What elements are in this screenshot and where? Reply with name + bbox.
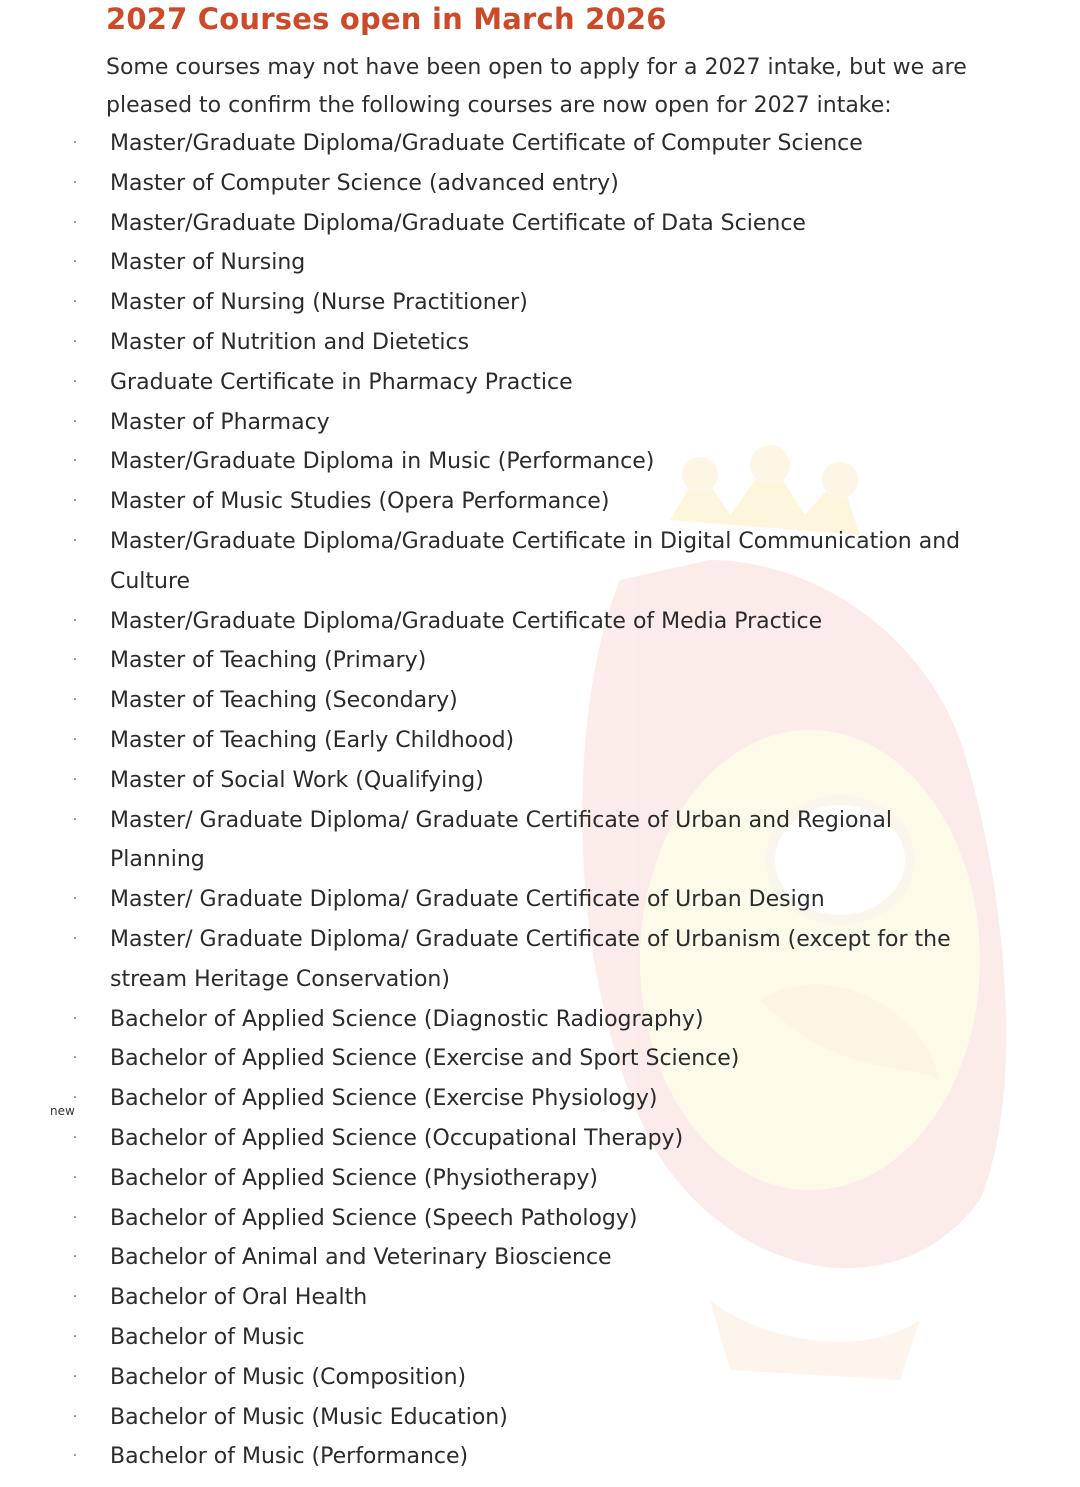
course-name: Master of Nursing (Nurse Practitioner) [110, 290, 528, 316]
bullet-icon: · [72, 1368, 78, 1385]
course-name: Bachelor of Applied Science (Physiotherapy) [110, 1165, 598, 1191]
bullet-icon: · [72, 1209, 78, 1226]
course-list-item [0, 1159, 1080, 1199]
bullet-icon: · [72, 811, 78, 828]
course-name: Master/ Graduate Diploma/ Graduate Certificate of Urban Design [110, 887, 825, 913]
bullet-icon: · [72, 652, 78, 669]
course-name: Master of Teaching (Early Childhood) [110, 727, 515, 753]
course-list-item [0, 522, 1080, 602]
course-name: Bachelor of Applied Science (Speech Pathology) [110, 1205, 638, 1231]
course-name: Master of Pharmacy [110, 409, 330, 435]
course-list-item [0, 681, 1080, 721]
course-name: Master/Graduate Diploma/Graduate Certificate in Digital Communication and Culture [110, 528, 961, 594]
course-list-item [0, 1039, 1080, 1079]
page-title: 2027 Courses open in March 2026 [106, 2, 667, 36]
course-name: Master of Nursing [110, 250, 306, 276]
bullet-icon: · [72, 1448, 78, 1465]
course-name: Master/Graduate Diploma in Music (Performance) [110, 449, 655, 475]
course-name: Bachelor of Music (Performance) [110, 1444, 469, 1470]
course-name: Master of Music Studies (Opera Performance) [110, 489, 610, 515]
course-name: Bachelor of Applied Science (Exercise Physiology) [110, 1086, 658, 1112]
course-list-item [0, 1318, 1080, 1358]
course-list-item [0, 124, 1080, 164]
bullet-icon: · [72, 692, 78, 709]
bullet-icon: · [72, 1010, 78, 1027]
bullet-icon: · [72, 1328, 78, 1345]
course-name: Master of Teaching (Secondary) [110, 688, 458, 714]
intro-paragraph: Some courses may not have been open to apply for a 2027 intake, but we are pleased to confirm the following courses are now open for 2027 intake: [106, 55, 967, 118]
bullet-icon: · [72, 1050, 78, 1067]
bullet-icon: · [72, 731, 78, 748]
bullet-icon: · [72, 373, 78, 390]
course-list-item [0, 482, 1080, 522]
course-list-item [0, 1000, 1080, 1040]
course-list-item [0, 641, 1080, 681]
course-list-item [0, 880, 1080, 920]
course-list-item [0, 1278, 1080, 1318]
course-list-item [0, 1398, 1080, 1438]
bullet-icon: · [72, 493, 78, 510]
course-name: Master of Computer Science (advanced entry) [110, 170, 619, 196]
course-list [0, 124, 1080, 1477]
course-list-item [0, 323, 1080, 363]
course-name: Master/Graduate Diploma/Graduate Certificate of Data Science [110, 210, 806, 236]
course-list-item [0, 1437, 1080, 1477]
bullet-icon: · [72, 453, 78, 470]
bullet-icon: · [72, 1249, 78, 1266]
course-list-item [0, 164, 1080, 204]
course-list-item [0, 761, 1080, 801]
bullet-icon: · [72, 1289, 78, 1306]
course-list-item [0, 1358, 1080, 1398]
course-name: Bachelor of Applied Science (Occupational Therapy) [110, 1125, 684, 1151]
bullet-icon: · [72, 1169, 78, 1186]
bullet-icon: · [72, 1408, 78, 1425]
bullet-icon: · [72, 413, 78, 430]
bullet-icon: · [72, 135, 78, 151]
course-list-item [0, 243, 1080, 283]
course-name: Bachelor of Music (Composition) [110, 1364, 467, 1390]
new-tag: new [50, 1104, 75, 1118]
bullet-icon: · [72, 333, 78, 350]
course-list-item [0, 1238, 1080, 1278]
course-list-item [0, 1079, 1080, 1119]
course-list-item [0, 403, 1080, 443]
course-name: Bachelor of Applied Science (Exercise and Sport Science) [110, 1046, 740, 1072]
bullet-icon: · [72, 214, 78, 231]
course-list-item [0, 1199, 1080, 1239]
course-name: Bachelor of Music [110, 1324, 305, 1350]
course-name: Master of Teaching (Primary) [110, 648, 427, 674]
course-name: Bachelor of Applied Science (Diagnostic Radiography) [110, 1006, 704, 1032]
bullet-icon: · [72, 294, 78, 311]
course-list-item [0, 602, 1080, 642]
course-name: Master of Nutrition and Dietetics [110, 329, 470, 355]
course-name: Master/Graduate Diploma/Graduate Certificate of Computer Science [110, 131, 863, 156]
course-name: Master/ Graduate Diploma/ Graduate Certificate of Urban and Regional Planning [110, 807, 892, 873]
bullet-icon: · [72, 254, 78, 271]
bullet-icon: · [72, 891, 78, 908]
course-list-item [0, 920, 1080, 1000]
bullet-icon: · [72, 930, 78, 947]
bullet-icon: · [72, 1129, 78, 1146]
course-name: Bachelor of Oral Health [110, 1285, 368, 1311]
course-list-item [0, 442, 1080, 482]
bullet-icon: · [72, 1090, 78, 1107]
course-list-item [0, 204, 1080, 244]
bullet-icon: · [72, 532, 78, 549]
course-list-item [0, 721, 1080, 761]
course-name: Graduate Certificate in Pharmacy Practice [110, 369, 573, 395]
bullet-icon: · [72, 174, 78, 191]
bullet-icon: · [72, 612, 78, 629]
bullet-icon: · [72, 771, 78, 788]
course-list-item [0, 801, 1080, 881]
course-name: Master of Social Work (Qualifying) [110, 767, 484, 793]
course-name: Master/Graduate Diploma/Graduate Certificate of Media Practice [110, 608, 823, 634]
course-name: Bachelor of Animal and Veterinary Bioscience [110, 1245, 612, 1271]
course-name: Bachelor of Music (Music Education) [110, 1404, 508, 1430]
course-name: Master/ Graduate Diploma/ Graduate Certificate of Urbanism (except for the stream Heritage Conservation) [110, 926, 951, 992]
course-list-item [0, 363, 1080, 403]
course-list-item [0, 283, 1080, 323]
course-list-item [0, 1119, 1080, 1159]
